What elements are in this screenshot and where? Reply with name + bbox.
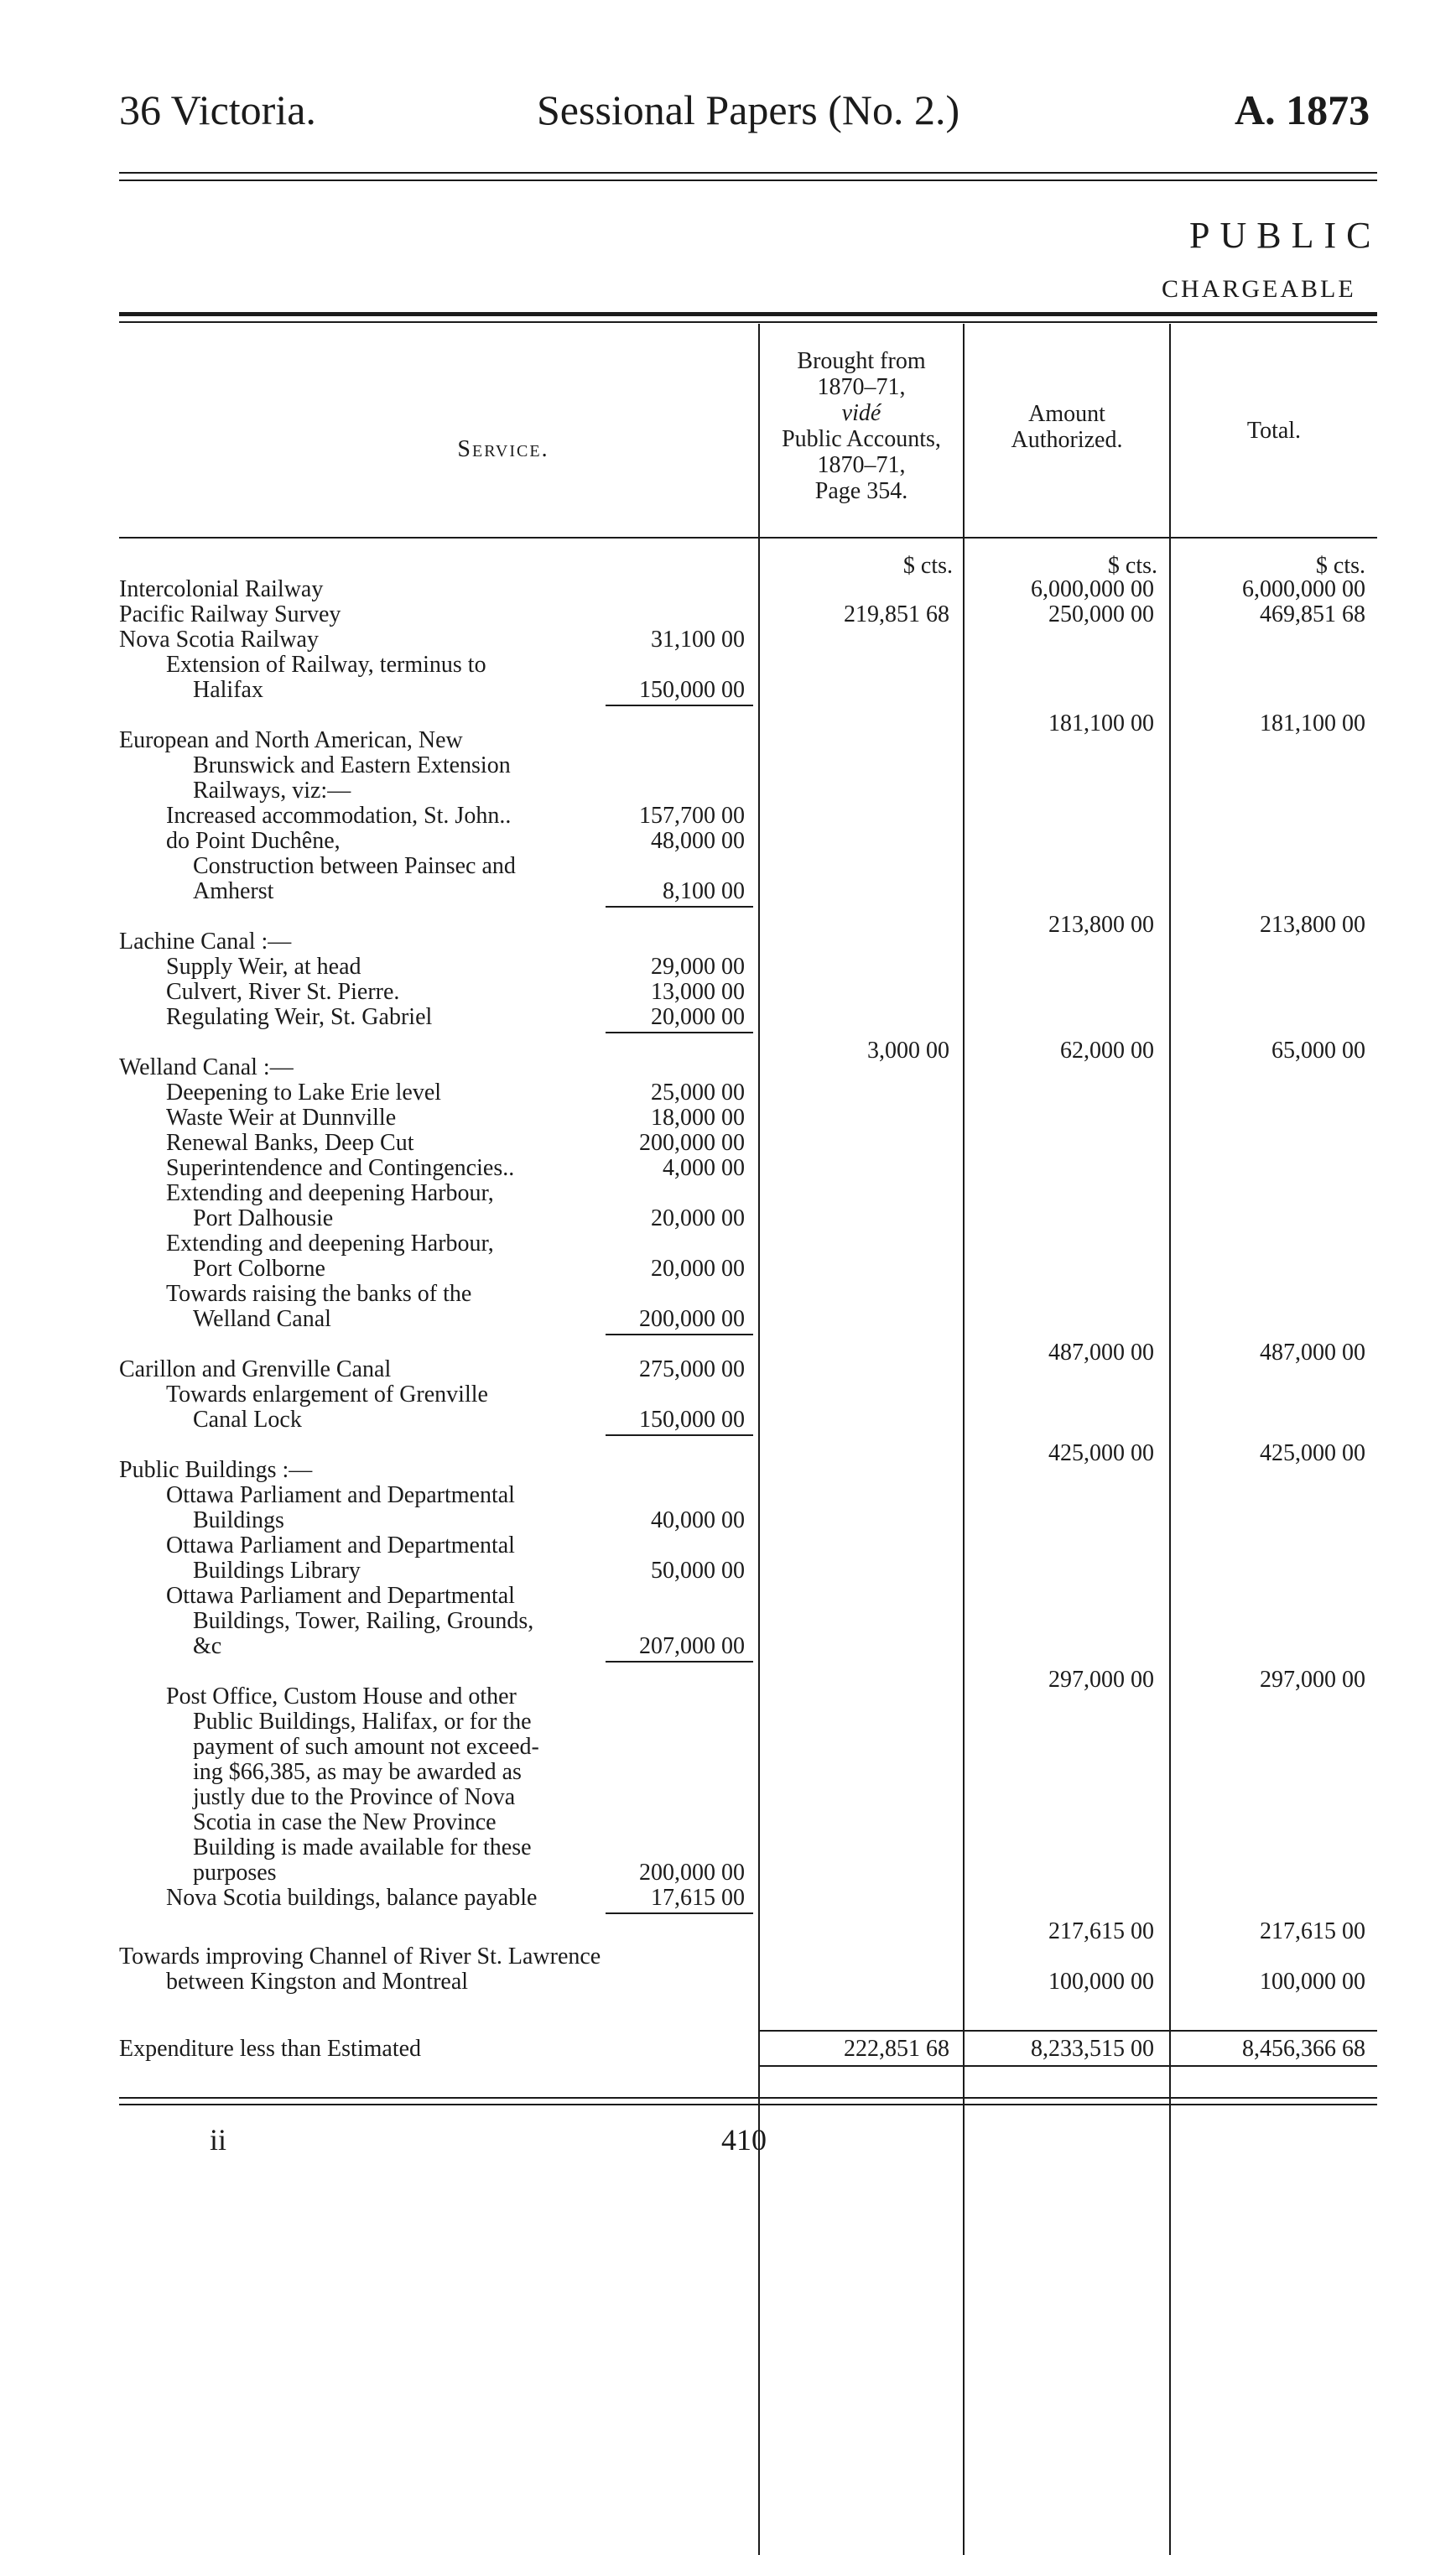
sum-rule	[758, 2030, 1377, 2032]
column-header-authorized: Amount Authorized.	[1011, 401, 1123, 453]
service-label: Post Office, Custom House and other	[166, 1683, 517, 1709]
authorized-amount: 217,615 00	[1048, 1918, 1154, 1944]
table-top-rule	[119, 312, 1377, 316]
service-label: Towards raising the banks of the	[166, 1281, 472, 1307]
service-label: Extension of Railway, terminus to	[166, 652, 486, 678]
total-amount: 213,800 00	[1260, 912, 1365, 938]
header-bottom-rule	[119, 537, 1377, 539]
total-amount: 469,851 68	[1260, 601, 1365, 627]
service-label: Public Buildings :—	[119, 1457, 313, 1483]
table-bottom-rule-2	[119, 2104, 1377, 2105]
page-title-public: PUBLIC	[1189, 215, 1381, 256]
sub-amount: 150,000 00	[639, 1407, 745, 1433]
service-label: European and North American, New	[119, 727, 463, 753]
sub-amount: 40,000 00	[651, 1507, 745, 1533]
subtotal-rule	[606, 1434, 753, 1436]
header-left: 36 Victoria.	[119, 86, 316, 133]
sub-amount: 207,000 00	[639, 1633, 745, 1659]
service-label: Canal Lock	[193, 1407, 302, 1433]
authorized-amount: 62,000 00	[1060, 1038, 1154, 1064]
sub-amount: 31,100 00	[651, 627, 745, 653]
sub-amount: 275,000 00	[639, 1356, 745, 1382]
unit-authorized: $ cts.	[1107, 553, 1157, 579]
total-amount: 6,000,000 00	[1242, 576, 1365, 602]
brought-amount: 222,851 68	[844, 2036, 949, 2062]
sub-amount: 200,000 00	[639, 1130, 745, 1156]
service-label: Port Colborne	[193, 1256, 325, 1282]
sub-amount: 50,000 00	[651, 1558, 745, 1584]
service-label: Construction between Painsec and	[193, 853, 516, 879]
subtotal-rule	[606, 1334, 753, 1335]
authorized-amount: 6,000,000 00	[1031, 576, 1154, 602]
sub-amount: 25,000 00	[651, 1080, 745, 1106]
service-label: Towards improving Channel of River St. Lawrence	[119, 1944, 601, 1970]
service-label: Ottawa Parliament and Departmental	[166, 1482, 515, 1508]
footer-page-roman: ii	[210, 2123, 227, 2157]
service-label: Towards enlargement of Grenville	[166, 1382, 488, 1408]
sub-amount: 20,000 00	[651, 1205, 745, 1231]
total-amount: 65,000 00	[1271, 1038, 1365, 1064]
total-amount: 8,456,366 68	[1242, 2036, 1365, 2062]
service-label: Welland Canal :—	[119, 1054, 294, 1080]
page-title-chargeable: CHARGEABLE	[1162, 275, 1356, 303]
authorized-amount: 8,233,515 00	[1031, 2036, 1154, 2062]
service-label: Building is made available for these	[193, 1834, 532, 1860]
table-bottom-rule	[119, 2097, 1377, 2099]
brought-amount: 3,000 00	[867, 1038, 949, 1064]
service-label: Pacific Railway Survey	[119, 601, 341, 627]
total-amount: 217,615 00	[1260, 1918, 1365, 1944]
table-top-rule-2	[119, 321, 1377, 323]
service-label: purposes	[193, 1860, 277, 1886]
service-label: Carillon and Grenville Canal	[119, 1356, 392, 1382]
service-label: Buildings	[193, 1507, 284, 1533]
total-amount: 100,000 00	[1260, 1969, 1365, 1995]
total-amount: 487,000 00	[1260, 1340, 1365, 1366]
service-label: payment of such amount not exceed-	[193, 1734, 539, 1760]
sub-amount: 150,000 00	[639, 677, 745, 703]
sub-amount: 20,000 00	[651, 1004, 745, 1030]
column-rule-1	[758, 324, 760, 2555]
service-label: Waste Weir at Dunnville	[166, 1105, 397, 1131]
sub-amount: 13,000 00	[651, 979, 745, 1005]
service-label: Lachine Canal :—	[119, 929, 292, 955]
service-label: Ottawa Parliament and Departmental	[166, 1583, 515, 1609]
authorized-amount: 425,000 00	[1048, 1440, 1154, 1466]
service-label: Buildings, Tower, Railing, Grounds,	[193, 1608, 534, 1634]
service-label: Nova Scotia buildings, balance payable	[166, 1885, 538, 1911]
unit-total: $ cts.	[1315, 553, 1365, 579]
sub-amount: 4,000 00	[663, 1155, 745, 1181]
unit-brought: $ cts.	[902, 553, 953, 579]
authorized-amount: 297,000 00	[1048, 1667, 1154, 1693]
authorized-amount: 213,800 00	[1048, 912, 1154, 938]
subtotal-rule	[606, 906, 753, 908]
service-label: Superintendence and Contingencies..	[166, 1155, 515, 1181]
sub-amount: 20,000 00	[651, 1256, 745, 1282]
column-rule-2	[963, 324, 965, 2555]
service-label: Expenditure less than Estimated	[119, 2036, 422, 2062]
service-label: Buildings Library	[193, 1558, 361, 1584]
sub-amount: 8,100 00	[663, 878, 745, 904]
service-label: &c	[193, 1633, 222, 1659]
authorized-amount: 181,100 00	[1048, 710, 1154, 736]
service-label: Culvert, River St. Pierre.	[166, 979, 400, 1005]
column-rule-3	[1169, 324, 1171, 2555]
header-right: A. 1873	[1235, 86, 1370, 133]
service-label: Deepening to Lake Erie level	[166, 1080, 442, 1106]
service-label: ing $66,385, as may be awarded as	[193, 1759, 522, 1785]
sub-amount: 200,000 00	[639, 1306, 745, 1332]
service-label: Public Buildings, Halifax, or for the	[193, 1709, 532, 1735]
header-center: Sessional Papers (No. 2.)	[537, 86, 960, 133]
header-rule-1	[119, 172, 1377, 174]
service-label: between Kingston and Montreal	[166, 1969, 469, 1995]
service-label: Ottawa Parliament and Departmental	[166, 1532, 515, 1558]
total-amount: 297,000 00	[1260, 1667, 1365, 1693]
authorized-amount: 250,000 00	[1048, 601, 1154, 627]
brought-amount: 219,851 68	[844, 601, 949, 627]
service-label: Supply Weir, at head	[166, 954, 361, 980]
service-label: Port Dalhousie	[193, 1205, 334, 1231]
service-label: Renewal Banks, Deep Cut	[166, 1130, 414, 1156]
subtotal-rule	[606, 705, 753, 706]
service-label: Railways, viz:—	[193, 778, 351, 804]
service-label: justly due to the Province of Nova	[193, 1784, 516, 1810]
service-label: Brunswick and Eastern Extension	[193, 752, 511, 778]
service-label: Extending and deepening Harbour,	[166, 1180, 494, 1206]
header-rule-2	[119, 180, 1377, 181]
service-label: Scotia in case the New Province	[193, 1809, 497, 1835]
service-label: Nova Scotia Railway	[119, 627, 319, 653]
sub-amount: 17,615 00	[651, 1885, 745, 1911]
column-header-service: Service.	[457, 436, 549, 462]
total-amount: 425,000 00	[1260, 1440, 1365, 1466]
footer-page-number: 410	[721, 2123, 767, 2157]
authorized-amount: 100,000 00	[1048, 1969, 1154, 1995]
sub-amount: 18,000 00	[651, 1105, 745, 1131]
service-label: Increased accommodation, St. John..	[166, 803, 512, 829]
authorized-amount: 487,000 00	[1048, 1340, 1154, 1366]
service-label: do Point Duchêne,	[166, 828, 341, 854]
subtotal-rule	[606, 1661, 753, 1663]
sub-amount: 200,000 00	[639, 1860, 745, 1886]
column-header-brought: Brought from 1870–71, vidé Public Accounts, 1870–71, Page 354.	[782, 348, 941, 504]
subtotal-rule	[606, 1912, 753, 1914]
service-label: Amherst	[193, 878, 274, 904]
service-label: Regulating Weir, St. Gabriel	[166, 1004, 433, 1030]
sub-amount: 29,000 00	[651, 954, 745, 980]
column-header-total: Total.	[1246, 418, 1302, 444]
subtotal-rule	[606, 1032, 753, 1033]
sub-amount: 157,700 00	[639, 803, 745, 829]
sub-amount: 48,000 00	[651, 828, 745, 854]
service-label: Intercolonial Railway	[119, 576, 324, 602]
total-amount: 181,100 00	[1260, 710, 1365, 736]
sum-rule-2	[758, 2065, 1377, 2067]
service-label: Welland Canal	[193, 1306, 331, 1332]
service-label: Halifax	[193, 677, 263, 703]
service-label: Extending and deepening Harbour,	[166, 1231, 494, 1257]
